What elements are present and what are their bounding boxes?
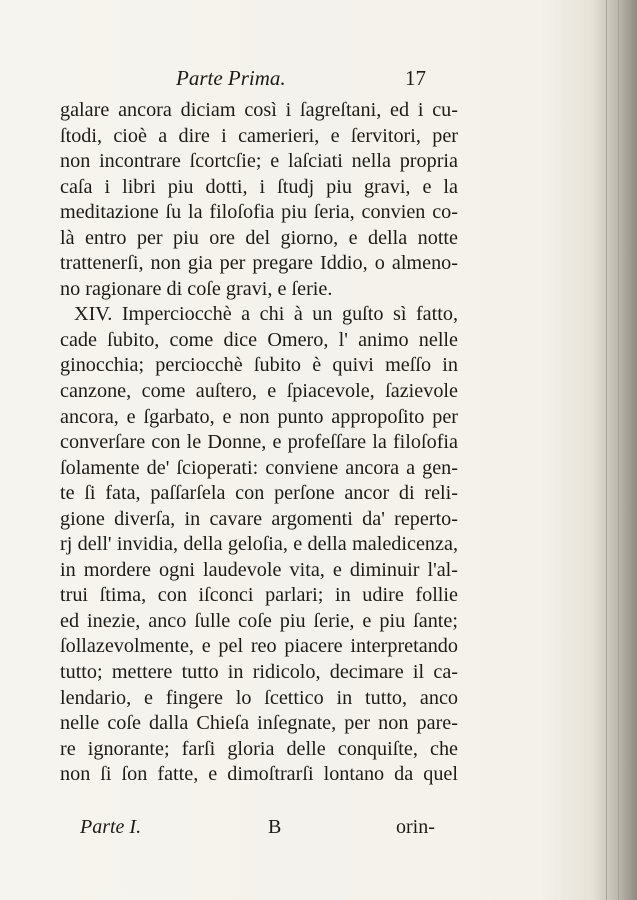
- text-line: non incontrare ſcortcſie; e laſciati nella propria: [60, 150, 458, 173]
- text-line: cade ſubito, come dice Omero, l' animo nelle: [60, 328, 458, 351]
- catchword: orin-: [396, 816, 435, 838]
- text-line: ſtodi, cioè a dire i camerieri, e ſervitori, per: [60, 124, 458, 147]
- page-edge-shadow: [618, 0, 619, 900]
- paragraph: [60, 98, 458, 302]
- text-line: tutto; mettere tutto in ridicolo, decimare il ca-: [60, 661, 458, 684]
- text-line: là entro per piu ore del giorno, e della notte: [60, 226, 458, 249]
- text-line: ginocchia; perciocchè ſubito è quivi meſſo in: [60, 354, 458, 377]
- text-line: converſare con le Donne, e profeſſare la filoſofia: [60, 431, 458, 454]
- text-line: meditazione ſu la filoſofia piu ſeria, convien co-: [60, 201, 458, 224]
- text-line: canzone, come auſtero, e ſpiacevole, ſazievole: [60, 380, 458, 403]
- signature-label: Parte I.: [80, 816, 142, 838]
- text-line: galare ancora diciam così i ſagreſtani, ed i cu-: [60, 99, 458, 121]
- running-header: [0, 66, 637, 96]
- text-line: ſollazevolmente, e pel reo piacere interpretando: [60, 635, 458, 658]
- text-line: no ragionare di coſe gravi, e ſerie.: [60, 277, 333, 300]
- text-line: ſolamente de' ſcioperati: conviene ancora a gen-: [60, 456, 458, 479]
- paragraph: [60, 302, 458, 787]
- text-line: non ſi ſon fatte, e dimoſtrarſi lontano da quel: [60, 763, 458, 786]
- text-line: rj dell' invidia, della geloſia, e della maledicenza,: [60, 533, 458, 556]
- text-line: trattenerſi, non gia per pregare Iddio, o almeno-: [60, 252, 458, 275]
- body-text: [60, 98, 458, 788]
- running-title: Parte Prima.: [176, 66, 286, 90]
- text-line: te ſi fata, paſſarſela con perſone ancor di reli-: [60, 482, 458, 505]
- text-line: ancora, e ſgarbato, e non punto appropoſito per: [60, 405, 458, 428]
- text-line: trui ſtima, con iſconci parlari; in udire follie: [60, 584, 458, 607]
- text-line: in mordere ogni laudevole vita, e diminuir l'al-: [60, 558, 458, 581]
- signature-letter: B: [268, 816, 282, 838]
- page-edge-shadow: [606, 0, 607, 900]
- text-line: ed inezie, anco ſulle coſe piu ſerie, e piu ſante;: [60, 609, 458, 632]
- text-line: lendario, e fingere lo ſcettico in tutto, anco: [60, 686, 458, 709]
- text-line: gione diverſa, in cavare argomenti da' reperto-: [60, 507, 458, 530]
- text-line: re ignorante; farſi gloria delle conquiſte, che: [60, 737, 458, 760]
- page-footer: [0, 816, 637, 846]
- text-line: caſa i libri piu dotti, i ſtudj piu gravi, e la: [60, 175, 458, 198]
- text-line: nelle coſe dalla Chieſa inſegnate, per non pare-: [60, 712, 458, 735]
- text-line: XIV. Imperciocchè a chi à un guſto sì fatto,: [74, 303, 458, 326]
- page-number: 17: [405, 66, 426, 90]
